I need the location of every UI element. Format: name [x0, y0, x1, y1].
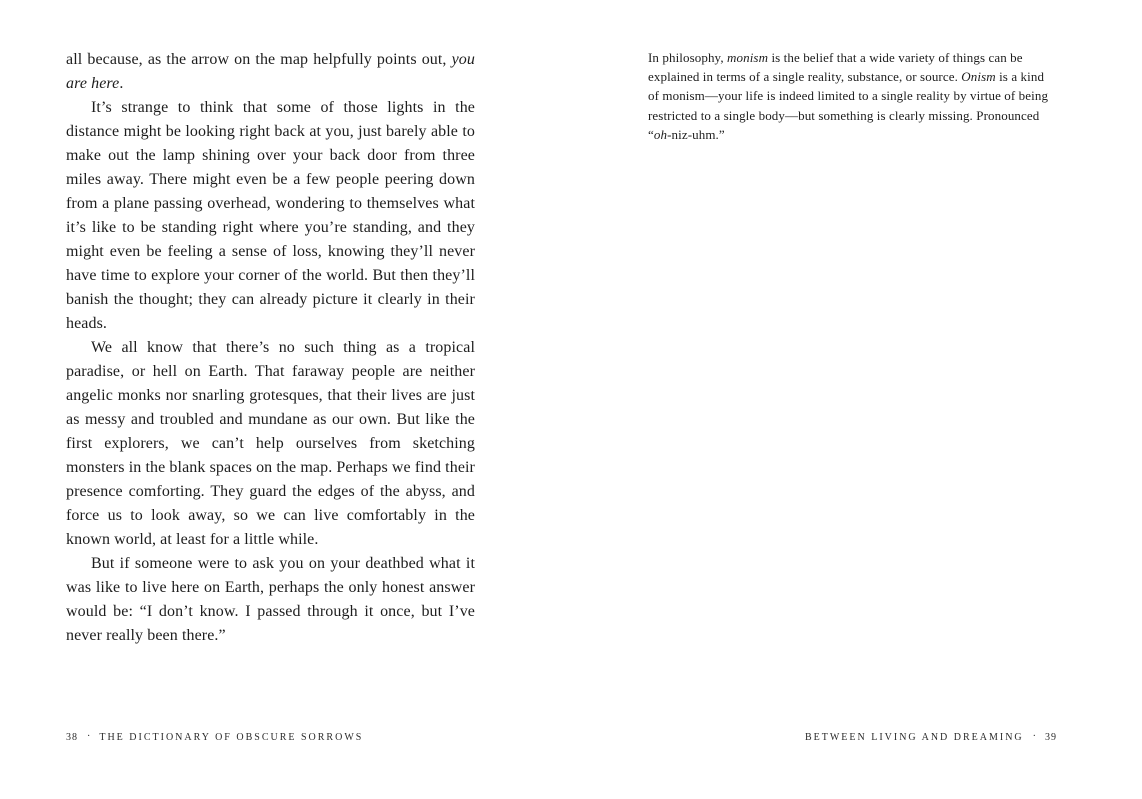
footer-separator-dot: · [87, 731, 91, 742]
book-title: THE DICTIONARY OF OBSCURE SORROWS [99, 732, 364, 743]
definition-paragraph [648, 48, 1052, 144]
page-number: 39 [1045, 732, 1057, 743]
right-page-text-block [648, 48, 1052, 144]
paragraph-text: . [119, 75, 124, 92]
body-paragraph [66, 336, 475, 552]
paragraph-text: is the belief that a wide variety of things can be explained in terms of a single reality, substance, or source. [648, 50, 1023, 85]
page-number: 38 [66, 732, 78, 743]
running-footer-right [805, 731, 1057, 743]
paragraph-text: all because, as the arrow on the map helpfully points out, [66, 51, 452, 68]
body-paragraph [66, 48, 475, 96]
paragraph-text: -niz-uhm.” [667, 126, 725, 142]
italic-term: monism [727, 50, 769, 65]
paragraph-text: We all know that there’s no such thing as a tropical paradise, or hell on Earth. That faraway people are neither angelic monks nor snarling grotesques, that their lives are just as messy and troubled and mundane as our own. But like the first explorers, we can’t help ourselves from sketching monsters in the blank spaces on the map. Perhaps we find their presence comforting. They guard the edges of the abyss, and force us to look away, so we can live comfortably in the known world, at least for a little while. [66, 339, 475, 548]
paragraph-text: In philosophy, [648, 50, 728, 65]
italic-term: Onism [961, 69, 996, 85]
left-page-text-block [66, 48, 475, 648]
paragraph-text: It’s strange to think that some of those lights in the distance might be looking right back at you, just barely able to make out the lamp shining over your back door from three miles away. There might even be a few people peering down from a plane passing overhead, wondering to themselves what it’s like to be standing right where you’re standing, and they might even be feeling a sense of loss, knowing they’ll never have time to explore your corner of the world. But then they’ll banish the thought; they can already picture it clearly in their heads. [66, 99, 475, 332]
body-paragraph [66, 96, 475, 336]
body-paragraph [66, 552, 475, 648]
running-footer-left [66, 731, 363, 743]
paragraph-text: But if someone were to ask you on your deathbed what it was like to live here on Earth, perhaps the only honest answer would be: “I don’t know. I passed through it once, but I’ve never really been there.” [66, 555, 475, 644]
italic-pronunciation-syllable: oh [653, 126, 668, 142]
italic-phrase: you are here [66, 51, 475, 92]
chapter-title: BETWEEN LIVING AND DREAMING [804, 732, 1024, 743]
footer-separator-dot: · [1032, 731, 1036, 742]
paragraph-text: is a kind of monism—your life is indeed limited to a single reality by virtue of being restricted to a single body—but something is clearly missing. Pronounced “ [648, 69, 1049, 142]
